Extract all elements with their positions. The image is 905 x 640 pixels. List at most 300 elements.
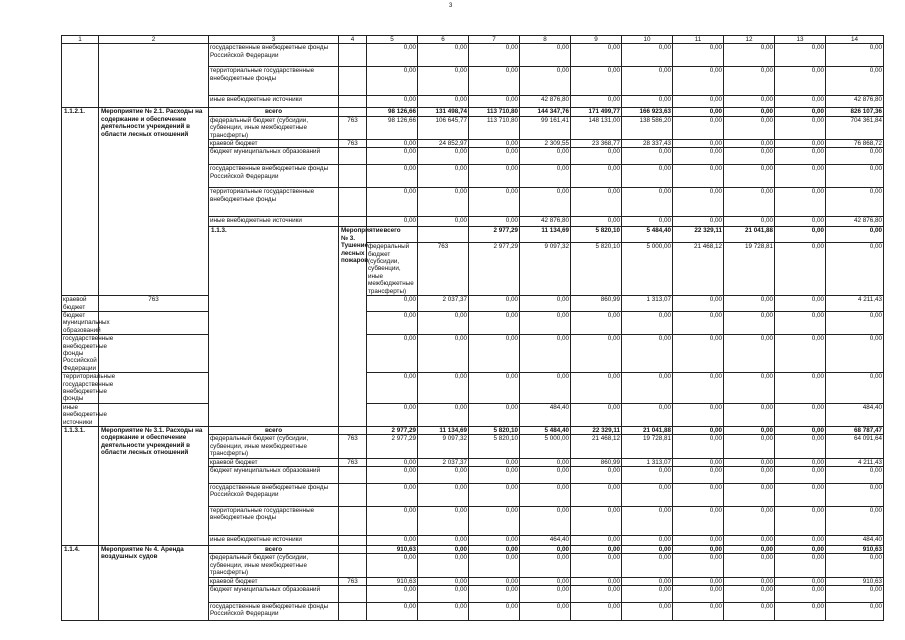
funding-source: федеральный бюджет (субсидии, субвенции, иные межбюджетные трансферты) [209, 554, 339, 577]
value-cell-col-9: 0,00 [571, 335, 622, 373]
value-cell-col-14: 910,63 [826, 577, 884, 585]
budget-code [339, 217, 367, 227]
value-cell-col-12: 0,00 [826, 227, 884, 243]
value-cell-col-10: 1 313,07 [622, 458, 673, 466]
value-cell-col-10: 0,00 [622, 403, 673, 426]
value-cell-col-5: 2 977,29 [469, 227, 520, 243]
funding-source: территориальные государственные внебюджетные фонды [209, 67, 339, 96]
value-cell-col-14: 68 787,47 [826, 427, 884, 435]
value-cell-col-6: 0,00 [418, 311, 469, 334]
value-cell-col-11: 0,00 [673, 603, 724, 621]
value-cell-col-13: 0,00 [775, 96, 826, 108]
value-cell-col-13: 0,00 [775, 67, 826, 96]
value-cell-col-11: 0,00 [673, 458, 724, 466]
value-cell-col-8: 144 347,76 [520, 108, 571, 116]
value-cell-col-10: 0,00 [622, 467, 673, 484]
value-cell-col-11: 0,00 [673, 484, 724, 507]
value-cell-col-8: 99 161,41 [520, 116, 571, 139]
column-header-7: 7 [469, 36, 520, 44]
value-cell-col-9: 0,00 [571, 67, 622, 96]
value-cell-col-8: 5 484,40 [622, 227, 673, 243]
funding-source: государственные внебюджетные фонды Российской Федерации [63, 335, 114, 372]
value-cell-col-8: 0,00 [520, 373, 571, 404]
value-cell-col-9: 0,00 [571, 603, 622, 621]
value-cell-col-14: 0,00 [826, 507, 884, 536]
value-cell-col-11: 0,00 [673, 507, 724, 536]
value-cell-col-14: 0,00 [826, 148, 884, 165]
value-cell-col-13: 0,00 [775, 546, 826, 554]
value-cell-col-7: 0,00 [469, 507, 520, 536]
value-cell-col-8: 0,00 [520, 603, 571, 621]
value-cell-col-14: 0,00 [826, 311, 884, 334]
column-header-14: 14 [826, 36, 884, 44]
value-cell-col-5: 98 126,66 [367, 108, 418, 116]
budget-code [339, 96, 367, 108]
value-cell-col-10: 0,00 [622, 484, 673, 507]
value-cell-col-6: 0,00 [418, 44, 469, 67]
funding-source-row [62, 373, 884, 404]
value-cell-col-9: 0,00 [571, 536, 622, 546]
value-cell-col-8: 5 000,00 [622, 243, 673, 296]
value-cell-col-6: 131 498,74 [418, 108, 469, 116]
budget-code [99, 335, 209, 373]
value-cell-col-12: 0,00 [724, 116, 775, 139]
value-cell-col-7: 0,00 [469, 403, 520, 426]
funding-source: краевой бюджет [62, 296, 99, 312]
value-cell-col-6: 0,00 [418, 546, 469, 554]
value-cell-col-5: 0,00 [367, 165, 418, 188]
funding-source: всего [209, 427, 339, 435]
value-cell-col-13: 0,00 [775, 435, 826, 458]
value-cell-col-14: 704 361,84 [826, 116, 884, 139]
value-cell-col-14: 4 211,43 [826, 296, 884, 312]
value-cell-col-11: 0,00 [673, 296, 724, 312]
value-cell-col-9: 148 131,00 [571, 116, 622, 139]
value-cell-col-13: 0,00 [775, 554, 826, 577]
column-header-11: 11 [673, 36, 724, 44]
value-cell-col-11: 0,00 [673, 140, 724, 148]
budget-code [339, 586, 367, 603]
value-cell-col-14: 484,40 [826, 536, 884, 546]
column-header-9: 9 [571, 36, 622, 44]
value-cell-col-7: 0,00 [469, 165, 520, 188]
value-cell-col-8: 0,00 [520, 586, 571, 603]
value-cell-col-9: 0,00 [571, 217, 622, 227]
value-cell-col-10: 138 586,20 [622, 116, 673, 139]
value-cell-col-11: 0,00 [673, 108, 724, 116]
budget-code [99, 311, 209, 334]
value-cell-col-14: 4 211,43 [826, 458, 884, 466]
funding-source: иные внебюджетные источники [209, 96, 339, 108]
value-cell-col-13: 0,00 [775, 586, 826, 603]
value-cell-col-12: 0,00 [724, 603, 775, 621]
value-cell-col-7: 0,00 [469, 188, 520, 217]
value-cell-col-14: 42 876,80 [826, 96, 884, 108]
value-cell-col-8: 0,00 [520, 67, 571, 96]
column-header-3: 3 [209, 36, 339, 44]
value-cell-col-11: 0,00 [673, 467, 724, 484]
funding-source: территориальные государственные внебюджетные фонды [63, 373, 116, 403]
value-cell-col-10: 0,00 [622, 536, 673, 546]
value-cell-col-6: 0,00 [418, 507, 469, 536]
value-cell-col-6: 0,00 [418, 536, 469, 546]
value-cell-col-10: 0,00 [622, 311, 673, 334]
funding-source-row [62, 403, 884, 426]
value-cell-col-9: 22 329,11 [673, 227, 724, 243]
funding-source: государственные внебюджетные фонды Российской Федерации [209, 165, 339, 188]
value-cell-col-14: 0,00 [826, 467, 884, 484]
measure-index: 1.1.3. [209, 227, 339, 427]
value-cell-col-11: 0,00 [673, 435, 724, 458]
value-cell-col-5: 0,00 [367, 536, 418, 546]
value-cell-col-12: 0,00 [724, 296, 775, 312]
value-cell-col-6: 0,00 [418, 373, 469, 404]
funding-source: бюджет муниципальных образований [209, 467, 339, 484]
budget-code [339, 536, 367, 546]
value-cell-col-5: 2 977,29 [469, 243, 520, 296]
value-cell-col-8: 0,00 [520, 44, 571, 67]
budget-code [99, 373, 209, 404]
measure-name: Мероприятие № 4. Аренда воздушных судов [99, 546, 209, 621]
value-cell-col-12: 0,00 [724, 108, 775, 116]
budget-code [418, 227, 469, 243]
funding-source: бюджет муниципальных образований [63, 311, 110, 334]
funding-source: всего [209, 108, 339, 116]
measure-index: 1.1.3.1. [62, 427, 99, 546]
value-cell-col-5: 0,00 [367, 44, 418, 67]
value-cell-col-11: 0,00 [673, 546, 724, 554]
measure-name: Мероприятие № 3. Тушение лесных пожаров [339, 227, 367, 427]
column-header-4: 4 [339, 36, 367, 44]
value-cell-col-14: 0,00 [826, 165, 884, 188]
funding-source-row [62, 335, 884, 373]
value-cell-col-13: 0,00 [775, 165, 826, 188]
column-header-10: 10 [622, 36, 673, 44]
funding-source: краевой бюджет [209, 458, 339, 466]
value-cell-col-7: 0,00 [469, 335, 520, 373]
value-cell-col-8: 0,00 [520, 188, 571, 217]
value-cell-col-9: 0,00 [571, 484, 622, 507]
value-cell-col-9: 22 329,11 [571, 427, 622, 435]
value-cell-col-5: 0,00 [367, 467, 418, 484]
value-cell-col-5: 2 977,29 [367, 427, 418, 435]
value-cell-col-11: 0,00 [673, 217, 724, 227]
value-cell-col-8: 5 000,00 [520, 435, 571, 458]
value-cell-col-7: 0,00 [469, 554, 520, 577]
value-cell-col-11: 0,00 [673, 577, 724, 585]
budget-table [61, 35, 884, 621]
value-cell-col-6: 106 645,77 [418, 116, 469, 139]
value-cell-col-5: 0,00 [367, 96, 418, 108]
value-cell-col-12: 0,00 [724, 96, 775, 108]
value-cell-col-10: 0,00 [622, 148, 673, 165]
value-cell-col-7: 0,00 [469, 467, 520, 484]
value-cell-col-12: 0,00 [724, 467, 775, 484]
value-cell-col-14: 42 876,80 [826, 217, 884, 227]
value-cell-col-12: 0,00 [724, 165, 775, 188]
value-cell-col-9: 0,00 [571, 373, 622, 404]
budget-code: 763 [339, 458, 367, 466]
funding-source: федеральный бюджет (субсидии, субвенции, иные межбюджетные трансферты) [209, 116, 339, 139]
funding-source: краевой бюджет [209, 140, 339, 148]
value-cell-col-5: 0,00 [367, 403, 418, 426]
value-cell-col-6: 9 097,32 [520, 243, 571, 296]
funding-source: иные внебюджетные источники [209, 536, 339, 546]
value-cell-col-11: 0,00 [673, 536, 724, 546]
value-cell-col-10: 0,00 [622, 373, 673, 404]
value-cell-col-7: 0,00 [469, 586, 520, 603]
budget-code: 763 [339, 140, 367, 148]
value-cell-col-12: 0,00 [724, 458, 775, 466]
value-cell-col-11: 0,00 [673, 148, 724, 165]
value-cell-col-12: 0,00 [724, 188, 775, 217]
value-cell-col-7: 0,00 [469, 96, 520, 108]
value-cell-col-9: 0,00 [571, 96, 622, 108]
measure-name: Мероприятие № 2.1. Расходы на содержание и обеспечение деятельности учреждений в области лесных отношений [99, 108, 209, 296]
value-cell-col-11: 0,00 [673, 586, 724, 603]
value-cell-col-10: 0,00 [622, 44, 673, 67]
value-cell-col-12: 0,00 [724, 577, 775, 585]
value-cell-col-13: 0,00 [775, 311, 826, 334]
value-cell-col-13: 0,00 [775, 188, 826, 217]
value-cell-col-12: 0,00 [724, 140, 775, 148]
column-header-13: 13 [775, 36, 826, 44]
value-cell-col-5: 0,00 [367, 507, 418, 536]
value-cell-col-9: 0,00 [571, 507, 622, 536]
value-cell-col-9: 21 468,12 [571, 435, 622, 458]
value-cell-col-13: 0,00 [775, 148, 826, 165]
funding-source: федеральный бюджет (субсидии, субвенции, иные межбюджетные трансферты) [209, 435, 339, 458]
value-cell-col-9: 0,00 [571, 467, 622, 484]
measure-total-row [62, 427, 884, 435]
value-cell-col-11: 0,00 [673, 44, 724, 67]
value-cell-col-11: 0,00 [775, 227, 826, 243]
value-cell-col-8: 0,00 [520, 335, 571, 373]
value-cell-col-12: 0,00 [724, 435, 775, 458]
value-cell-col-7: 5 820,10 [469, 427, 520, 435]
value-cell-col-12: 0,00 [724, 403, 775, 426]
value-cell-col-8: 484,40 [520, 403, 571, 426]
value-cell-col-14: 0,00 [826, 484, 884, 507]
value-cell-col-11: 0,00 [673, 116, 724, 139]
value-cell-col-7: 0,00 [469, 67, 520, 96]
value-cell-col-5: 0,00 [367, 148, 418, 165]
value-cell-col-7: 5 820,10 [571, 243, 622, 296]
value-cell-col-5: 0,00 [367, 484, 418, 507]
value-cell-col-8: 464,40 [520, 536, 571, 546]
value-cell-col-12: 0,00 [724, 586, 775, 603]
value-cell-col-6: 11 134,69 [520, 227, 571, 243]
funding-source: всего [209, 546, 339, 554]
measure-total-row [62, 108, 884, 116]
budget-code: 763 [418, 243, 469, 296]
value-cell-col-10: 21 041,88 [622, 427, 673, 435]
value-cell-col-7: 0,00 [469, 458, 520, 466]
value-cell-col-5: 0,00 [367, 188, 418, 217]
value-cell-col-13: 0,00 [775, 427, 826, 435]
value-cell-col-13: 0,00 [775, 603, 826, 621]
value-cell-col-5: 0,00 [367, 335, 418, 373]
value-cell-col-10: 0,00 [622, 67, 673, 96]
column-header-8: 8 [520, 36, 571, 44]
value-cell-col-7: 5 820,10 [469, 435, 520, 458]
value-cell-col-10: 0,00 [622, 603, 673, 621]
value-cell-col-6: 0,00 [418, 67, 469, 96]
value-cell-col-10: 28 337,43 [622, 140, 673, 148]
value-cell-col-5: 0,00 [367, 554, 418, 577]
funding-source: территориальные государственные внебюджетные фонды [209, 507, 339, 536]
funding-source-row [62, 44, 884, 67]
value-cell-col-12: 0,00 [724, 148, 775, 165]
value-cell-col-14: 64 091,64 [826, 435, 884, 458]
value-cell-col-13: 0,00 [775, 108, 826, 116]
value-cell-col-10: 0,00 [622, 96, 673, 108]
column-header-1: 1 [62, 36, 99, 44]
value-cell-col-10: 0,00 [622, 546, 673, 554]
value-cell-col-9: 0,00 [571, 165, 622, 188]
value-cell-col-7: 0,00 [469, 577, 520, 585]
value-cell-col-8: 0,00 [520, 296, 571, 312]
value-cell-col-6: 0,00 [418, 335, 469, 373]
value-cell-col-9: 23 368,77 [571, 140, 622, 148]
value-cell-col-9: 171 499,77 [571, 108, 622, 116]
funding-source: всего [367, 227, 418, 243]
value-cell-col-9: 0,00 [571, 554, 622, 577]
value-cell-col-11: 0,00 [673, 67, 724, 96]
value-cell-col-14: 826 107,36 [826, 108, 884, 116]
funding-source: иные внебюджетные источники [63, 403, 108, 426]
column-header-12: 12 [724, 36, 775, 44]
value-cell-col-7: 0,00 [469, 603, 520, 621]
value-cell-col-5: 0,00 [367, 67, 418, 96]
value-cell-col-11: 0,00 [673, 373, 724, 404]
budget-code [339, 67, 367, 96]
value-cell-col-13: 0,00 [775, 403, 826, 426]
value-cell-col-9: 21 468,12 [673, 243, 724, 296]
value-cell-col-13: 0,00 [775, 44, 826, 67]
value-cell-col-9: 0,00 [571, 311, 622, 334]
value-cell-col-12: 0,00 [724, 44, 775, 67]
continued-name-cell [99, 44, 209, 108]
budget-code [339, 554, 367, 577]
value-cell-col-5: 0,00 [367, 140, 418, 148]
value-cell-col-12: 0,00 [826, 243, 884, 296]
value-cell-col-7: 0,00 [469, 140, 520, 148]
value-cell-col-10: 0,00 [622, 554, 673, 577]
value-cell-col-14: 0,00 [826, 335, 884, 373]
value-cell-col-8: 0,00 [520, 458, 571, 466]
value-cell-col-8: 0,00 [520, 148, 571, 165]
value-cell-col-11: 0,00 [775, 243, 826, 296]
measure-index: 1.1.4. [62, 546, 99, 621]
value-cell-col-13: 0,00 [775, 373, 826, 404]
value-cell-col-5: 0,00 [367, 311, 418, 334]
header-row [62, 36, 884, 44]
budget-code [339, 546, 367, 554]
value-cell-col-10: 1 313,07 [622, 296, 673, 312]
value-cell-col-7: 0,00 [469, 44, 520, 67]
value-cell-col-8: 0,00 [520, 165, 571, 188]
value-cell-col-14: 0,00 [826, 188, 884, 217]
page-number: 3 [449, 3, 453, 9]
value-cell-col-11: 0,00 [673, 403, 724, 426]
funding-source: территориальные государственные внебюджетные фонды [209, 188, 339, 217]
value-cell-col-5: 910,63 [367, 577, 418, 585]
value-cell-col-5: 98 126,66 [367, 116, 418, 139]
value-cell-col-14: 0,00 [826, 554, 884, 577]
funding-source: государственные внебюджетные фонды Российской Федерации [209, 484, 339, 507]
value-cell-col-8: 0,00 [520, 467, 571, 484]
value-cell-col-12: 0,00 [724, 536, 775, 546]
budget-code: 763 [339, 577, 367, 585]
value-cell-col-14: 0,00 [826, 67, 884, 96]
value-cell-col-11: 0,00 [673, 96, 724, 108]
value-cell-col-13: 0,00 [775, 140, 826, 148]
value-cell-col-9: 0,00 [571, 577, 622, 585]
value-cell-col-10: 0,00 [622, 165, 673, 188]
value-cell-col-12: 0,00 [724, 217, 775, 227]
value-cell-col-12: 0,00 [724, 373, 775, 404]
value-cell-col-7: 0,00 [469, 373, 520, 404]
budget-code [339, 44, 367, 67]
budget-code: 763 [339, 435, 367, 458]
value-cell-col-8: 0,00 [520, 577, 571, 585]
value-cell-col-11: 0,00 [673, 427, 724, 435]
value-cell-col-11: 0,00 [673, 165, 724, 188]
value-cell-col-10: 0,00 [622, 507, 673, 536]
column-header-2: 2 [99, 36, 209, 44]
value-cell-col-7: 5 820,10 [571, 227, 622, 243]
value-cell-col-5: 0,00 [367, 458, 418, 466]
value-cell-col-6: 0,00 [418, 484, 469, 507]
value-cell-col-9: 860,99 [571, 458, 622, 466]
budget-code [339, 467, 367, 484]
value-cell-col-13: 0,00 [775, 458, 826, 466]
value-cell-col-12: 0,00 [724, 311, 775, 334]
value-cell-col-5: 0,00 [367, 373, 418, 404]
funding-source: государственные внебюджетные фонды Российской Федерации [209, 44, 339, 67]
value-cell-col-12: 0,00 [724, 507, 775, 536]
value-cell-col-8: 2 309,55 [520, 140, 571, 148]
continued-index-cell [62, 44, 99, 108]
value-cell-col-7: 0,00 [469, 217, 520, 227]
value-cell-col-13: 0,00 [775, 507, 826, 536]
value-cell-col-10: 19 728,81 [622, 435, 673, 458]
value-cell-col-6: 0,00 [418, 96, 469, 108]
funding-source-row [62, 311, 884, 334]
value-cell-col-6: 0,00 [418, 217, 469, 227]
value-cell-col-6: 0,00 [418, 586, 469, 603]
value-cell-col-5: 0,00 [367, 603, 418, 621]
value-cell-col-8: 0,00 [520, 554, 571, 577]
value-cell-col-6: 0,00 [418, 165, 469, 188]
value-cell-col-12: 0,00 [724, 484, 775, 507]
value-cell-col-12: 0,00 [724, 335, 775, 373]
value-cell-col-6: 24 852,97 [418, 140, 469, 148]
value-cell-col-6: 9 097,32 [418, 435, 469, 458]
budget-code [99, 403, 209, 426]
value-cell-col-13: 0,00 [775, 335, 826, 373]
value-cell-col-6: 0,00 [418, 603, 469, 621]
value-cell-col-9: 0,00 [571, 148, 622, 165]
value-cell-col-9: 860,99 [571, 296, 622, 312]
value-cell-col-14: 0,00 [826, 586, 884, 603]
value-cell-col-12: 0,00 [724, 67, 775, 96]
value-cell-col-6: 0,00 [418, 148, 469, 165]
value-cell-col-6: 0,00 [418, 403, 469, 426]
column-header-5: 5 [367, 36, 418, 44]
value-cell-col-10: 0,00 [622, 188, 673, 217]
